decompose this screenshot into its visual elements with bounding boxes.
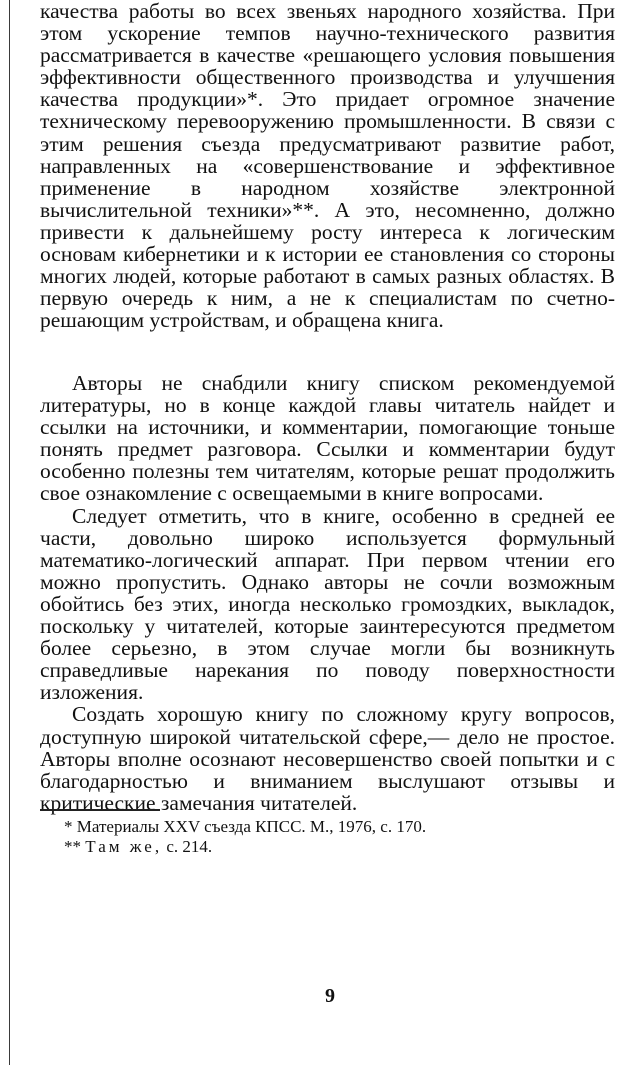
top-text-block: [40, 0, 615, 331]
main-text-block: [40, 372, 615, 814]
paragraph-continued: качества работы во всех звеньях народного хозяйства. При этом ускорение темпов научно-технического развития рассматривается в качестве «решающего условия повышения эффективности общественного производства и улучшения качества продукции»*. Это придает огромное значение техническому перевооружению промышленности. В связи с этим решения съезда предусматривают развитие работ, направленных на «совершенствование и эффективное применение в народном хозяйстве электронной вычислительной техники»**. А это, несомненно, должно привести к дальнейшему росту интереса к логическим основам кибернетики и к истории ее становления со стороны многих людей, которые работают в самых разных областях. В первую очередь к ним, а не к специалистам по счетно-решающим устройствам, и обращена книга.: [40, 0, 615, 333]
footnote-text-spaced: Там же,: [85, 837, 163, 856]
paragraph-closing: Создать хорошую книгу по сложному кругу вопросов, доступную широкой читательской сфере,— дело не простое. Авторы вполне осознают несовершенство своей попытки и с благодарностью и вниманием выслушают отзывы и критические замечания читателей.: [40, 702, 615, 815]
footnote-mark: **: [64, 837, 81, 856]
footnote-1: [64, 817, 604, 837]
paragraph-references: Авторы не снабдили книгу списком рекомендуемой литературы, но в конце каждой главы читатель найдет и ссылки на источники, и комментарии, помогающие тоньше понять предмет разговора. Ссылки и комментарии будут особенно полезны тем читателям, которые решат продолжить свое ознакомление с освещаемыми в книге вопросами.: [40, 371, 615, 506]
footnote-mark: *: [64, 817, 73, 836]
page-edge-line: [9, 0, 10, 1065]
footnote-text: Материалы XXV съезда КПСС. М., 1976, с. 170.: [76, 817, 427, 836]
footnotes: [64, 817, 604, 857]
paragraph-formulas: Следует отметить, что в книге, особенно в средней ее части, довольно широко используется формульный математико-логический аппарат. При первом чтении его можно пропустить. Однако авторы не сочли возможным обойтись без этих, иногда несколько громоздких, выкладок, поскольку у читателей, которые заинтересуются предметом более серьезно, в этом случае могли бы возникнуть справедливые нарекания по поводу поверхностности изложения.: [40, 503, 615, 705]
page-number: 9: [325, 985, 335, 1007]
footnote-2: [64, 837, 604, 857]
footnote-text: с. 214.: [162, 837, 213, 856]
footnote-separator: [40, 809, 160, 811]
